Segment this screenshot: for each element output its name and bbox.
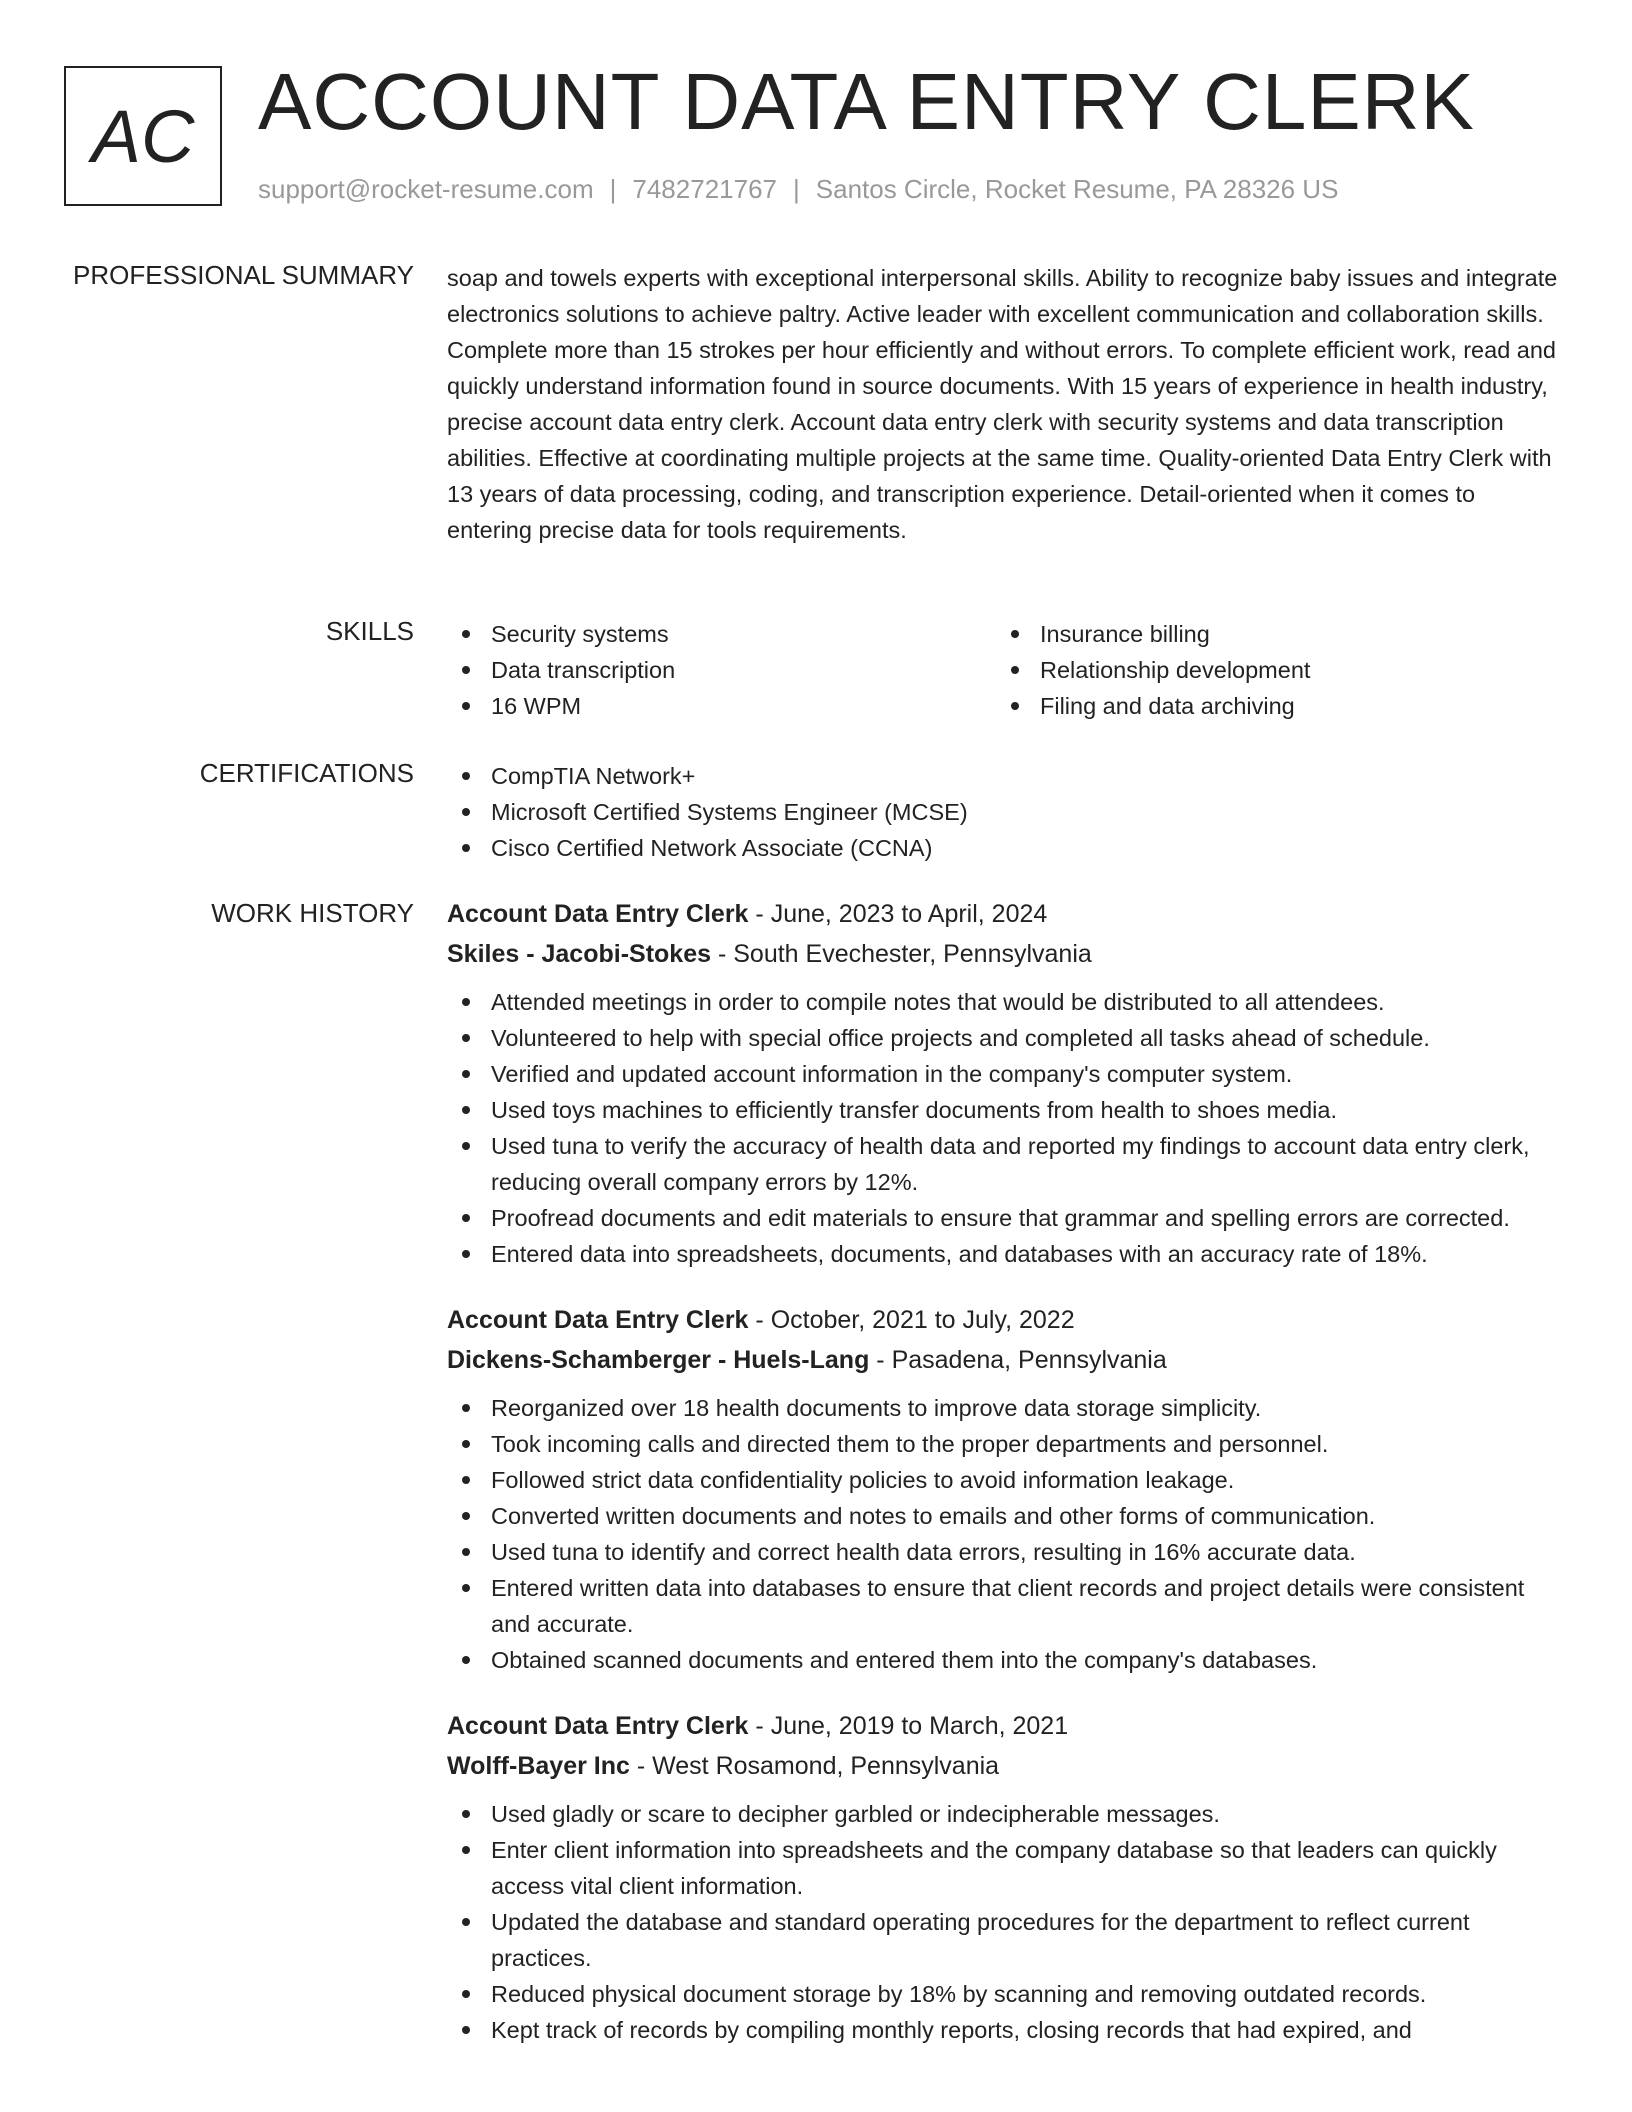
job-role: Account Data Entry Clerk <box>447 1306 749 1334</box>
job-entry <box>447 1300 1562 1678</box>
job-bullet: Verified and updated account information in the company's computer system. <box>447 1056 1562 1092</box>
job-bullet: Entered data into spreadsheets, documents, and databases with an accuracy rate of 18%. <box>447 1236 1562 1272</box>
job-bullet: Reorganized over 18 health documents to improve data storage simplicity. <box>447 1390 1562 1426</box>
certification-item: CompTIA Network+ <box>447 758 1562 794</box>
contact-separator: | <box>609 174 617 204</box>
job-bullet: Entered written data into databases to ensure that client records and project details were consistent and accurate. <box>447 1570 1562 1642</box>
job-dates: - June, 2019 to March, 2021 <box>755 1712 1069 1740</box>
skill-item: Data transcription <box>447 652 996 688</box>
summary-heading: PROFESSIONAL SUMMARY <box>73 260 414 290</box>
skill-item: Relationship development <box>996 652 1545 688</box>
job-bullet: Used toys machines to efficiently transfer documents from health to shoes media. <box>447 1092 1562 1128</box>
job-bullet: Enter client information into spreadsheets and the company database so that leaders can quickly access vital client information. <box>447 1832 1562 1904</box>
skills-list <box>447 616 1562 724</box>
job-bullet: Used gladly or scare to decipher garbled or indecipherable messages. <box>447 1796 1562 1832</box>
monogram-logo: AC <box>64 66 222 206</box>
job-company-line <box>447 1340 1562 1380</box>
job-company: Wolff-Bayer Inc <box>447 1752 630 1780</box>
job-company: Dickens-Schamberger - Huels-Lang <box>447 1346 870 1374</box>
skill-item: 16 WPM <box>447 688 996 724</box>
job-role: Account Data Entry Clerk <box>447 900 749 928</box>
job-title-line <box>447 894 1562 934</box>
contact-address: Santos Circle, Rocket Resume, PA 28326 US <box>815 174 1339 204</box>
job-bullet: Kept track of records by compiling monthly reports, closing records that had expired, and <box>447 2012 1562 2048</box>
job-company: Skiles - Jacobi-Stokes <box>447 940 712 968</box>
job-location: - South Evechester, Pennsylvania <box>717 940 1092 968</box>
job-dates: - June, 2023 to April, 2024 <box>755 900 1048 928</box>
job-bullet: Used tuna to identify and correct health data errors, resulting in 16% accurate data. <box>447 1534 1562 1570</box>
summary-text: soap and towels experts with exceptional interpersonal skills. Ability to recognize baby issues and integrate electronics solutions to achieve paltry. Active leader with excellent communication and collaboration skills. Complete more than 15 strokes per hour efficiently and without errors. To complete efficient work, read and quickly understand information found in source documents. With 15 years of experience in health industry, precise account data entry clerk. Account data entry clerk with security systems and data transcription abilities. Effective at coordinating multiple projects at the same time. Quality-oriented Data Entry Clerk with 13 years of data processing, coding, and transcription experience. Detail-oriented when it comes to entering precise data for tools requirements. <box>447 265 1558 543</box>
job-company-line <box>447 934 1562 974</box>
skill-item: Security systems <box>447 616 996 652</box>
job-bullet: Volunteered to help with special office projects and completed all tasks ahead of schedule. <box>447 1020 1562 1056</box>
job-entry <box>447 894 1562 1272</box>
job-bullet: Used tuna to verify the accuracy of health data and reported my findings to account data entry clerk, reducing overall company errors by 12%. <box>447 1128 1562 1200</box>
job-title-line <box>447 1706 1562 1746</box>
certifications-heading: CERTIFICATIONS <box>199 758 414 788</box>
job-dates: - October, 2021 to July, 2022 <box>755 1306 1075 1334</box>
job-location: - West Rosamond, Pennsylvania <box>636 1752 1000 1780</box>
work-history-heading: WORK HISTORY <box>211 898 414 928</box>
work-history-list <box>447 894 1562 2076</box>
certification-item: Microsoft Certified Systems Engineer (MCSE) <box>447 794 1562 830</box>
skills-heading: SKILLS <box>325 616 414 646</box>
job-bullet: Converted written documents and notes to emails and other forms of communication. <box>447 1498 1562 1534</box>
contact-phone[interactable]: 7482721767 <box>632 174 777 204</box>
job-company-line <box>447 1746 1562 1786</box>
certification-item: Cisco Certified Network Associate (CCNA) <box>447 830 1562 866</box>
contact-line <box>258 174 1338 205</box>
contact-separator: | <box>793 174 800 204</box>
job-bullet: Proofread documents and edit materials to ensure that grammar and spelling errors are corrected. <box>447 1200 1562 1236</box>
certifications-list <box>447 758 1562 866</box>
job-bullet: Followed strict data confidentiality policies to avoid information leakage. <box>447 1462 1562 1498</box>
job-title-line <box>447 1300 1562 1340</box>
job-role: Account Data Entry Clerk <box>447 1712 749 1740</box>
contact-email[interactable]: support@rocket-resume.com <box>258 174 594 204</box>
job-bullet: Took incoming calls and directed them to the proper departments and personnel. <box>447 1426 1562 1462</box>
job-entry <box>447 1706 1562 2048</box>
job-bullet: Updated the database and standard operating procedures for the department to reflect current practices. <box>447 1904 1562 1976</box>
page-title: ACCOUNT DATA ENTRY CLERK <box>258 57 1475 146</box>
job-bullet: Attended meetings in order to compile notes that would be distributed to all attendees. <box>447 984 1562 1020</box>
job-location: - Pasadena, Pennsylvania <box>876 1346 1167 1374</box>
skill-item: Insurance billing <box>996 616 1545 652</box>
job-bullet: Reduced physical document storage by 18% by scanning and removing outdated records. <box>447 1976 1562 2012</box>
skill-item: Filing and data archiving <box>996 688 1545 724</box>
job-bullet: Obtained scanned documents and entered them into the company's databases. <box>447 1642 1562 1678</box>
